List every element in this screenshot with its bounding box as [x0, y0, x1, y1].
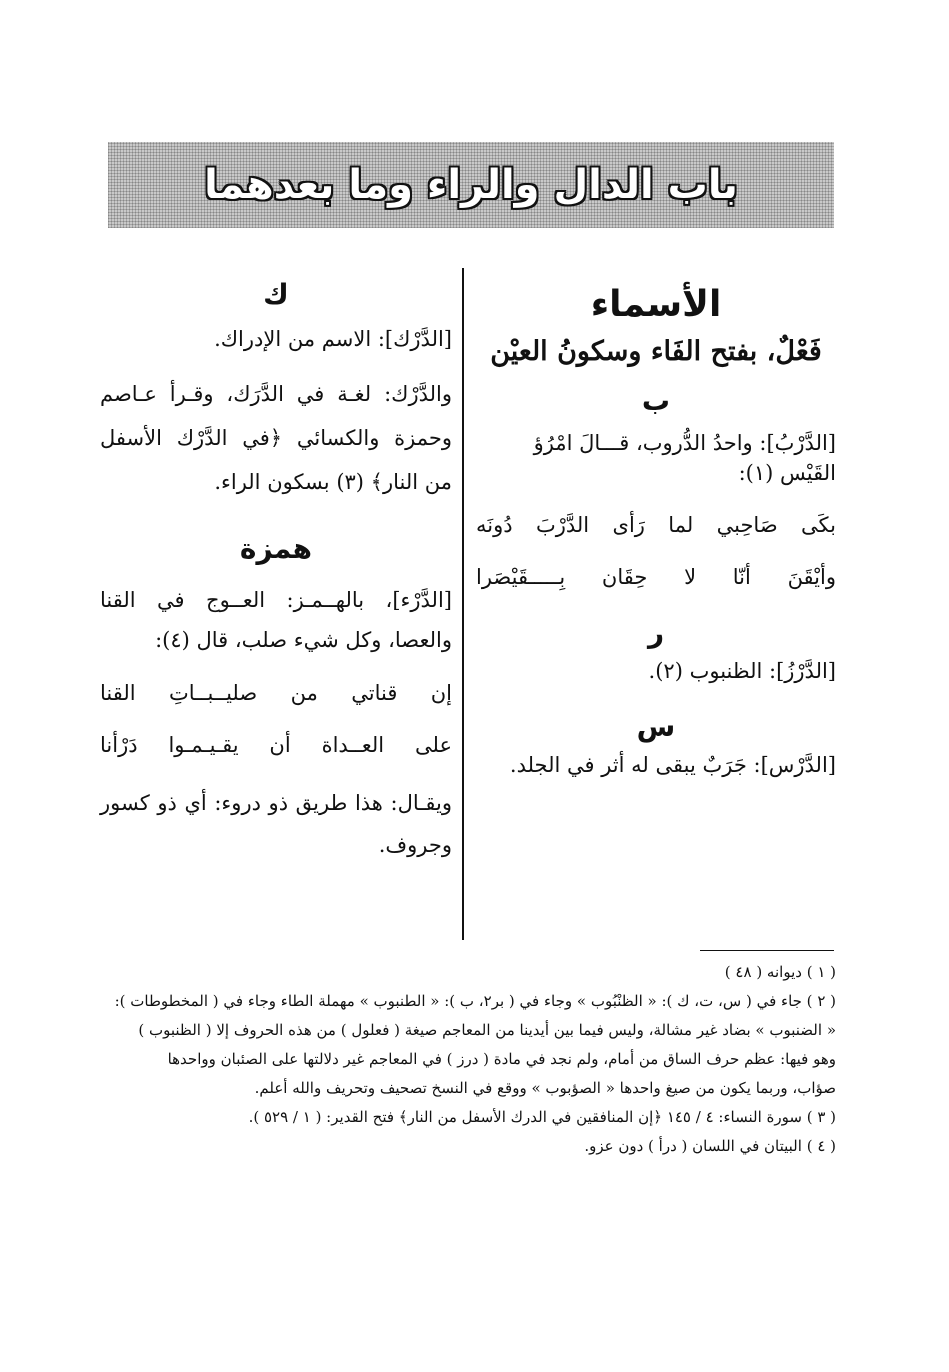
entry-darz: [الدَّرْزُ]: الظنبوب (٢).: [648, 659, 836, 683]
footnote-3: ( ٣ ) سورة النساء: ٤ / ١٤٥ ﴿إن المنافقين في الدرك الأسفل من النار﴾ فتح القدير: ( ١ / ٥٢٩ ).: [248, 1108, 836, 1126]
chapter-banner: [108, 142, 834, 228]
verse-line-1: بكَى صَاحِبي لما رَأى الدَّرْبَ دُونَه: [476, 513, 836, 537]
entry-dars: [الدَّرْس]: جَرَبٌ يبقى له أثر في الجلد.: [509, 753, 836, 777]
letter-heading-hamza: همزة: [239, 532, 313, 565]
letter-heading-r: ر: [647, 616, 665, 649]
footnote-1: ( ١ ) ديوانه ( ٤٨ ): [724, 963, 836, 981]
footnote-4: ( ٤ ) البيتان في اللسان ( درأ ) دون عزو.: [584, 1137, 836, 1155]
entry-duru: ويقـال: هذا طريق ذو دروء: أي ذو كسور وجروف.: [100, 791, 452, 857]
entry-dark-variant: والدَّرْك: لغـة في الدَّرَك، وقـرأ عـاصم وحمزة والكسائي ﴿في الدَّرْك الأسفل من النار﴾ (٣) بسكون الراء.: [100, 382, 452, 494]
entry-dark: [الدَّرْك]: الاسم من الإدراك.: [214, 327, 452, 351]
pattern-subheading: فَعْلٌ، بفتح الفَاء وسكونُ العيْن: [490, 336, 822, 367]
footnote-2-line-3: وهو فيها: عظم حرف الساق من أمام، ولم نجد في مادة ( درز ) في المعاجم غير دلالتها على الصئبان وواحدها: [167, 1050, 836, 1068]
footnotes: [98, 958, 836, 1161]
verse-line-3: إن قناتي من صليــبــاتِ القنا: [100, 681, 452, 705]
chapter-title: باب الدال والراء وما بعدهما: [204, 162, 738, 208]
verse-line-2: وأيْقَنَ أنّا لا حِقَان بِـــــقَيْصَرا: [476, 565, 836, 589]
letter-heading-b: ب: [641, 384, 671, 417]
entry-darb: [الدَّرْبُ]: واحدُ الدُّروب، قـــالَ امْرُؤ القَيْس (١):: [533, 431, 836, 485]
verse-line-4: على العــداة أن يقـيـمـوا دَرْأنا: [100, 733, 452, 757]
nouns-heading: الأسماء: [590, 284, 722, 325]
footnote-2-line-2: « الضنبوب » بضاد غير مشالة، وليس فيما بين أيدينا من المعاجم صيغة ( فعلول ) من هذه الحروف إلا ( الظنبوب ): [138, 1021, 836, 1039]
left-column: [100, 272, 452, 866]
letter-heading-s: س: [636, 710, 676, 743]
letter-heading-k: ك: [263, 278, 289, 311]
footnote-2-line-4: صؤاب، وربما يكون من صيغ واحدها « الصؤبوب » ووقع في النسخ تصحيف وتحريف والله أعلم.: [254, 1079, 836, 1097]
right-column: [476, 280, 836, 780]
entry-dar: [الدَّرْء]، بالهــمـز: العــوج في القنا والعصا، وكل شيء صلب، قال (٤):: [100, 588, 452, 652]
footnote-2-line-1: ( ٢ ) جاء في ( س، ت، ك ): « الظنْبُوب » وجاء في ( بر٢، ب ): « الطنبوب » مهملة الطاء وجاء في ( المخطوطات ):: [114, 992, 836, 1010]
column-divider: [462, 268, 464, 940]
footnotes-rule: [700, 950, 834, 951]
